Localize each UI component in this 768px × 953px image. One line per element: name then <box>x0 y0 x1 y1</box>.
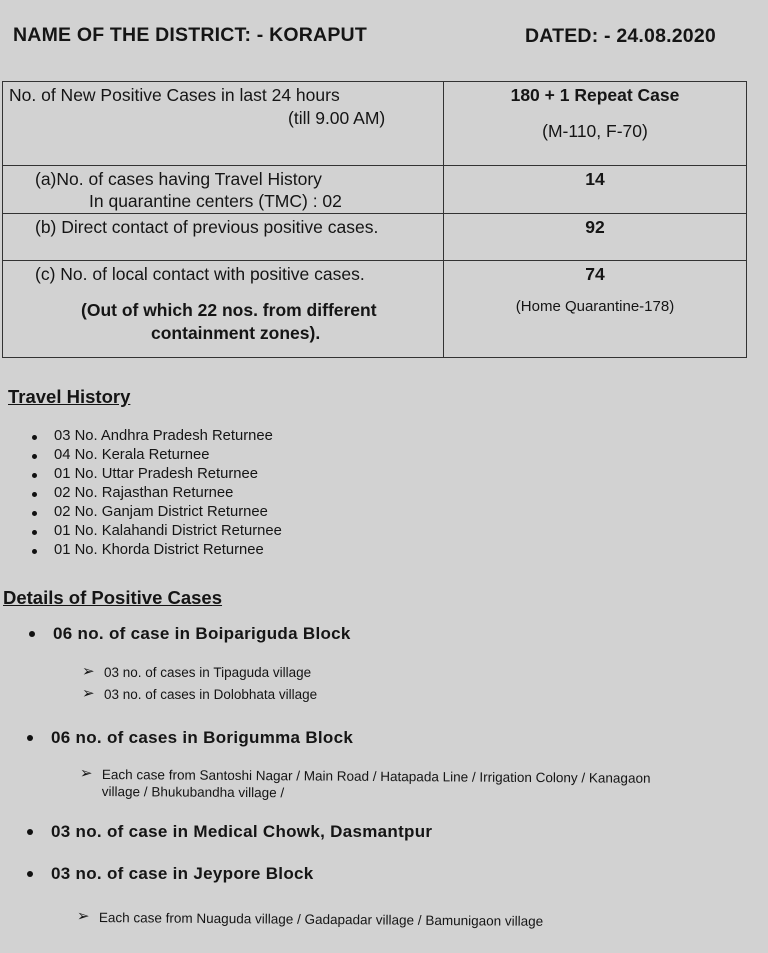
bullet-icon <box>27 829 33 835</box>
sub-item: ➢ Each case from Santoshi Nagar / Main Road / Hatapada Line / Irrigation Colony / Kanagaon village / Bhukubandha village / <box>79 764 651 801</box>
sub-item: ➢ 03 no. of cases in Tipaguda village <box>82 663 312 680</box>
arrow-bullet-icon: ➢ <box>76 907 90 925</box>
direct-contact-value: 92 <box>585 217 605 237</box>
district-title: NAME OF THE DISTRICT: - KORAPUT <box>13 24 367 46</box>
sub-item: ➢ Each case from Nuaguda village / Gadapadar village / Bamunigaon village <box>76 907 544 929</box>
new-cases-sublabel: (till 9.00 AM) <box>288 108 386 128</box>
bullet-icon <box>29 631 35 637</box>
containment-note-line2: containment zones). <box>151 323 321 343</box>
travel-history-value: 14 <box>585 169 605 189</box>
arrow-bullet-icon: ➢ <box>82 685 95 702</box>
block-heading: 03 no. of case in Jeypore Block <box>51 864 314 884</box>
block-heading: 03 no. of case in Medical Chowk, Dasmantpur <box>51 822 432 842</box>
table-row <box>3 82 747 166</box>
table-row <box>3 261 747 358</box>
travel-history-label: (a)No. of cases having Travel History <box>35 169 322 189</box>
direct-contact-label: (b) Direct contact of previous positive cases. <box>35 217 379 237</box>
date-label: DATED: - 24.08.2020 <box>525 25 716 47</box>
local-contact-value: 74 <box>585 264 605 284</box>
list-item: 02 No. Ganjam District Returnee <box>28 503 282 522</box>
summary-table <box>2 81 747 358</box>
block-heading: 06 no. of cases in Borigumma Block <box>51 728 353 748</box>
block-heading: 06 no. of case in Boipariguda Block <box>53 624 351 644</box>
local-contact-label: (c) No. of local contact with positive cases. <box>35 264 365 284</box>
quarantine-center-label: In quarantine centers (TMC) : 02 <box>89 191 342 211</box>
bullet-icon <box>27 871 33 877</box>
table-row <box>3 166 747 214</box>
list-item: 04 No. Kerala Returnee <box>28 446 282 465</box>
containment-note-line1: (Out of which 22 nos. from different <box>81 300 377 320</box>
gender-breakdown: (M-110, F-70) <box>542 121 648 141</box>
list-item: 01 No. Khorda District Returnee <box>28 541 282 560</box>
list-item: 03 No. Andhra Pradesh Returnee <box>28 427 282 446</box>
details-title: Details of Positive Cases <box>3 587 223 608</box>
home-quarantine-value: (Home Quarantine-178) <box>515 298 675 315</box>
travel-history-list <box>28 427 282 560</box>
table-row <box>3 214 747 261</box>
bullet-icon <box>27 735 33 741</box>
new-cases-label: No. of New Positive Cases in last 24 hours <box>9 85 340 105</box>
list-item: 01 No. Uttar Pradesh Returnee <box>28 465 282 484</box>
travel-history-title: Travel History <box>8 386 131 407</box>
new-cases-value: 180 + 1 Repeat Case <box>510 85 680 105</box>
arrow-bullet-icon: ➢ <box>82 663 95 680</box>
list-item: 02 No. Rajasthan Returnee <box>28 484 282 503</box>
sub-item: ➢ 03 no. of cases in Dolobhata village <box>82 685 318 702</box>
arrow-bullet-icon: ➢ <box>79 764 93 782</box>
list-item: 01 No. Kalahandi District Returnee <box>28 522 282 541</box>
